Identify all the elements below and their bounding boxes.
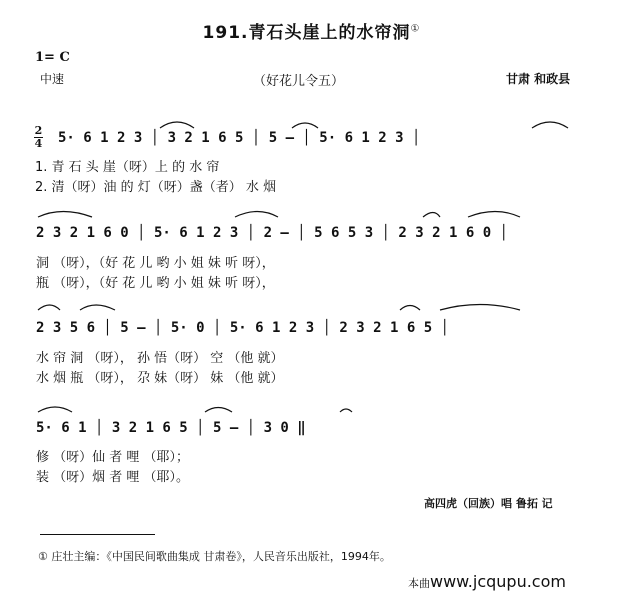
- system-4-lyrics-verse-2: 装 （呀）烟 者 哩 （耶）。: [36, 470, 190, 485]
- song-region: 甘肃 和政县: [506, 72, 571, 86]
- system-2-notes: 2 3 2 1 6 0 │ 5· 6 1 2 3 │ 2 — │ 5 6 5 3 │ 2 3 2 1 6 0 │: [36, 225, 509, 241]
- title-footnote-mark: ①: [410, 23, 421, 35]
- system-4-notes: 5· 6 1 │ 3 2 1 6 5 │ 5 — │ 3 0 ‖: [36, 420, 306, 436]
- system-3-notes: 2 3 5 6 │ 5 — │ 5· 0 │ 5· 6 1 2 3 │ 2 3 2 1 6 5 │: [36, 320, 450, 336]
- time-signature-top: 2: [34, 124, 43, 137]
- system-1-lyrics-verse-1: 1. 青 石 头 崖（呀）上 的 水 帘: [35, 160, 220, 175]
- system-2-lyrics-verse-1: 洞 （呀），（好 花 儿 哟 小 姐 妹 听 呀），: [36, 256, 275, 271]
- footnote: ① 庄壮主编：《中国民间歌曲集成 甘肃卷》，人民音乐出版社，1994年。: [38, 550, 391, 563]
- system-3-lyrics-verse-2: 水 烟 瓶 （呀）， 尕 妹（呀） 妹 （他 就）: [36, 371, 284, 386]
- title-text: 191.青石头崖上的水帘洞: [202, 23, 411, 43]
- watermark: [408, 572, 566, 591]
- system-4-lyrics-verse-1: 修 （呀）仙 者 哩 （耶）；: [36, 450, 190, 465]
- singer-credit: 高四虎（回族）唱 鲁拓 记: [424, 497, 553, 510]
- watermark-prefix: 本曲: [408, 577, 430, 590]
- system-1-lyrics-verse-2: 2. 清（呀）油 的 灯（呀）盏（者） 水 烟: [35, 180, 277, 195]
- time-signature-bottom: 4: [34, 137, 43, 150]
- system-2-lyrics-verse-2: 瓶 （呀），（好 花 儿 哟 小 姐 妹 听 呀），: [36, 276, 275, 291]
- key-signature: 1= C: [35, 50, 70, 65]
- song-subtitle: （好花儿令五）: [253, 74, 345, 89]
- system-1-notes: 5· 6 1 2 3 │ 3 2 1 6 5 │ 5 — │ 5· 6 1 2 3 │: [58, 130, 421, 146]
- system-3-lyrics-verse-1: 水 帘 洞 （呀）， 孙 悟（呀） 空 （他 就）: [36, 351, 284, 366]
- footnote-divider: [40, 534, 155, 535]
- watermark-site: www.jcqupu.com: [430, 572, 566, 591]
- tempo-marking: 中速: [40, 72, 65, 86]
